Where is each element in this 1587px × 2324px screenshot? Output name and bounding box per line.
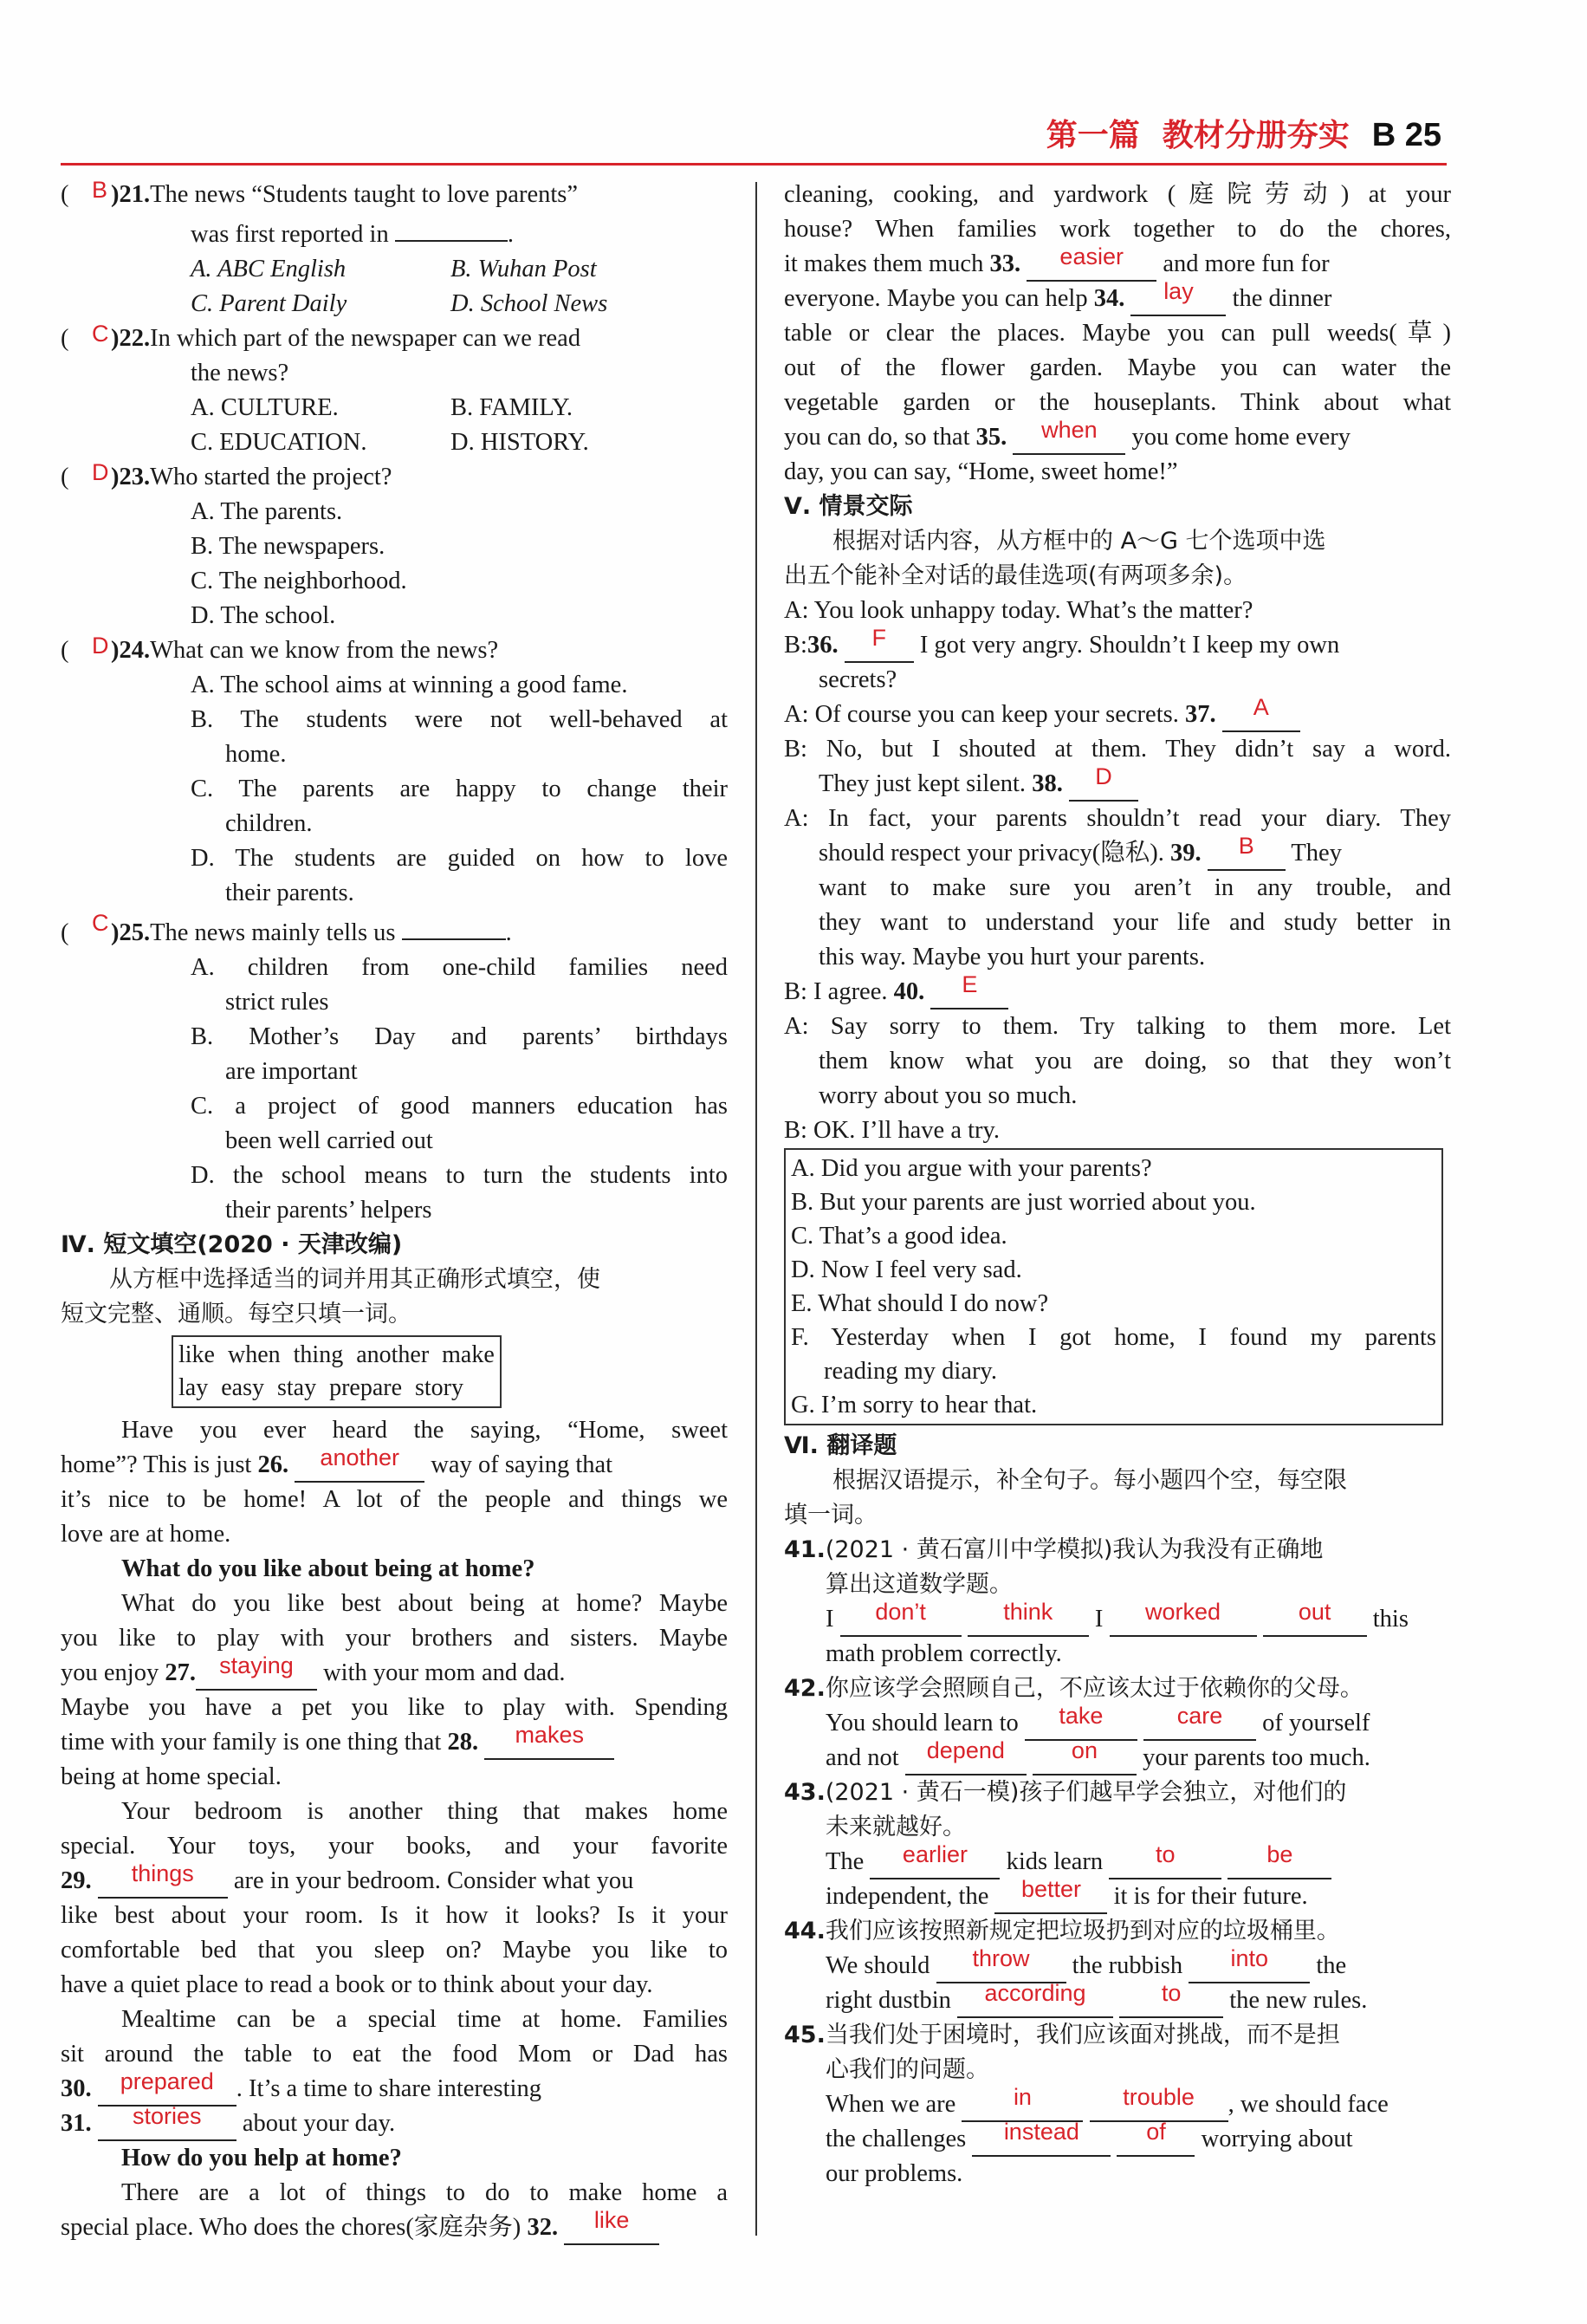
passage: Have you ever heard the saying, “Home, sweet home”? This is just 26. another way of saying that it’s nice to be home! A lot of the people and things we love are at home. What do you like about being at home? What do you like best about being at home? Maybe you like to play with your brothers and sisters. Maybe you enjoy 27. staying with your mom and dad. Maybe you have a pet you like to play with. Spending time with your family is one thing that 28. makes being at home special. Your bedroom is another thing that makes home special. Your toys, your books, and your favorite 29. things are in your bedroom. Consider what you like best about your room. Is it how it looks? Is it your comfortable bed that you sleep on? Maybe you like to have a quiet place to read a book or to think about your day. Mealtime can be a special time at home. Families sit around the table to eat the food Mom or Dad has 30. prepared . It’s a time to share interesting 31. stories about your day. How do you help at home? There are a lot of things to do to make home a special place. Who does the chores(家庭杂务) 32. like — [61, 1413, 728, 2245]
answer-21: B — [92, 177, 108, 203]
option-a: A. Did you argue with your parents? — [791, 1155, 1152, 1182]
page-number: B 25 — [1371, 117, 1441, 153]
blank-26: another — [295, 1453, 424, 1483]
option-d: D. Now I feel very sad. — [791, 1256, 1022, 1283]
blank-25 — [402, 911, 506, 940]
section-5: Ⅴ. 情景交际 根据对话内容，从方框中的 A～G 七个选项中选 出五个能补全对话的最佳选项(有两项多余)。 A: You look unhappy today. What’s the matter? B:36. F I got very angry. Shouldn’t I keep my own secrets? A: Of course you can keep your secrets. 37. A B: No, but I shouted at them. They didn’t say a word. They just kept silent. 38. D A: In fact, your parents shouldn’t read your diary. They should respect your privacy(隐私). 39. B They want to make sure you aren’t in any trouble, and they want to understand your life and study better in this way. Maybe you hurt your parents. B: I agree. 40. E A: Say sorry to them. Try talking to them more. Let them know what you are doing, so that they won’t worry about you so much. B: OK. I’ll have a try. A. Did you argue with your parents? B. But your parents are just worried about you. C. That’s a good idea. D. Now I feel very sad. E. What should I do now? F. Yesterday when I got home, I found my parents reading my diary. G. I’m sorry to hear that. — [784, 490, 1451, 1425]
option-f: F. Yesterday when I got home, I found my parents — [791, 1324, 1436, 1351]
answer-22: C — [92, 321, 109, 347]
option-b: B. But your parents are just worried about you. — [791, 1189, 1256, 1216]
page-header — [1046, 111, 1441, 155]
blank-36: F — [845, 633, 914, 663]
question-44: 44.我们应该按照新规定把垃圾扔到对应的垃圾桶里。 We should throw the rubbish into the right dustbin according to the new rules. — [784, 1914, 1451, 2018]
header-rule — [61, 163, 1447, 166]
blank-33: easier — [1027, 252, 1156, 282]
left-column — [61, 178, 728, 2245]
header-title: 教材分册夯实 — [1162, 118, 1350, 153]
question-45: 45.当我们处于困境时，我们应该面对挑战，而不是担 心我们的问题。 When we are in trouble , we should face the challenges instead of worrying about our problems. — [784, 2022, 1389, 2187]
word-box: like when thing another make lay easy stay prepare story — [172, 1335, 502, 1408]
blank-28: makes — [484, 1730, 614, 1760]
section-6-title: Ⅵ. 翻译题 — [784, 1432, 897, 1459]
question-43: 43.(2021 · 黄石一模)孩子们越早学会独立，对他们的 未来就越好。 The earlier kids learn to be independent, the better it is for their future. — [784, 1775, 1451, 1914]
options-box — [784, 1148, 1443, 1425]
blank-38: D — [1069, 772, 1138, 802]
question-24: ( D )24.What can we know from the news? A. The school aims at winning a good fame. B. The students were not well-behaved at home. C. The parents are happy to change their children. D. The students are guided on how to love their parents. — [61, 633, 728, 911]
question-21: ( B )21.The news “Students taught to love parents” was first reported in . A. ABC English B. Wuhan Post C. Parent Daily D. School News — [61, 178, 728, 321]
answer-24: D — [92, 633, 109, 659]
answer-23: D — [92, 459, 109, 485]
blank-34: lay — [1130, 287, 1226, 316]
answer-paren: ( B — [61, 178, 111, 212]
question-25: ( C )25.The news mainly tells us . A. children from one-child families need strict rules B. Mother’s Day and parents’ birthdays are important C. a project of good manners education has been well carried out D. the school means to turn the students into their parents’ helpers — [61, 911, 728, 1228]
question-41: 41.(2021 · 黄石富川中学模拟)我认为我没有正确地 算出这道数学题。 I don’t think I worked out this math problem correctly. — [784, 1536, 1409, 1667]
section-4-title: Ⅳ. 短文填空(2020 · 天津改编) — [61, 1231, 403, 1258]
question-22: ( C )22.In which part of the newspaper can we read the news? A. CULTURE. B. FAMILY. C. EDUCATION. D. HISTORY. — [61, 321, 728, 460]
blank-40: E — [930, 980, 1008, 1009]
section-6: Ⅵ. 翻译题 根据汉语提示，补全句子。每小题四个空，每空限 填一词。 41.(2021 · 黄石富川中学模拟)我认为我没有正确地 算出这道数学题。 I don’t think I worked out this math problem correctly. 42.你应该学会照顾自己，不应该太过于依赖你的父母。 You should learn to take care of yourself and not depend on your parents too much. 43.(2021 · 黄石一模)孩子们越早学会独立，对他们的 未来就越好。 The earlier kids learn to be independent, the better it is for their future. 44.我们应该按照新规定把垃圾扔到对应的垃圾桶里。 We should throw the rubbish into the right dustbin according to the new rules. 45.当我们处于困境时，我们应该面对挑战，而不是担 心我们的问题。 When we are in trouble , we should face the challenges instead of worrying about our problems. — [784, 1429, 1451, 2191]
subheading-1: What do you like about being at home? — [121, 1555, 535, 1582]
blank-30: prepared — [98, 2077, 236, 2107]
right-column — [784, 178, 1451, 2191]
option-c: C. That’s a good idea. — [791, 1223, 1007, 1250]
section-5-title: Ⅴ. 情景交际 — [784, 493, 913, 520]
question-23: ( D )23.Who started the project? A. The parents. B. The newspapers. C. The neighborhood. D. The school. — [61, 460, 728, 633]
option-f-cont: reading my diary. — [824, 1358, 997, 1385]
blank-27: staying — [196, 1661, 317, 1691]
option-g: G. I’m sorry to hear that. — [791, 1392, 1038, 1418]
blank-32: like — [564, 2216, 659, 2245]
column-divider — [755, 182, 757, 2236]
passage-continued: cleaning, cooking, and yardwork (庭院劳动) at your house? When families work together to do the chores, it makes them much 33. easier and more fun for everyone. Maybe you can help 34. lay the dinner table or clear the places. Maybe you can pull weeds(草) out of the flower garden. Maybe you can water the vegetable garden or the houseplants. Think about what you can do, so that 35. when you come home every day, you can say, “Home, sweet home!” — [784, 181, 1451, 485]
subheading-2: How do you help at home? — [121, 2145, 402, 2171]
blank-21 — [395, 212, 508, 242]
section-4: Ⅳ. 短文填空(2020 · 天津改编) 从方框中选择适当的词并用其正确形式填空，使 短文完整、通顺。每空只填一词。 like when thing another make lay easy stay prepare story — [61, 1228, 728, 1408]
option-e: E. What should I do now? — [791, 1290, 1049, 1317]
blank-29: things — [98, 1869, 228, 1899]
blank-31: stories — [98, 2112, 236, 2141]
question-42: 42.你应该学会照顾自己，不应该太过于依赖你的父母。 You should learn to take care of yourself and not depend on your parents too much. — [784, 1672, 1451, 1775]
answer-25: C — [92, 910, 109, 936]
blank-39: B — [1208, 841, 1286, 871]
blank-35: when — [1013, 425, 1125, 455]
blank-37: A — [1222, 703, 1300, 732]
part-label: 第一篇 — [1046, 118, 1140, 153]
